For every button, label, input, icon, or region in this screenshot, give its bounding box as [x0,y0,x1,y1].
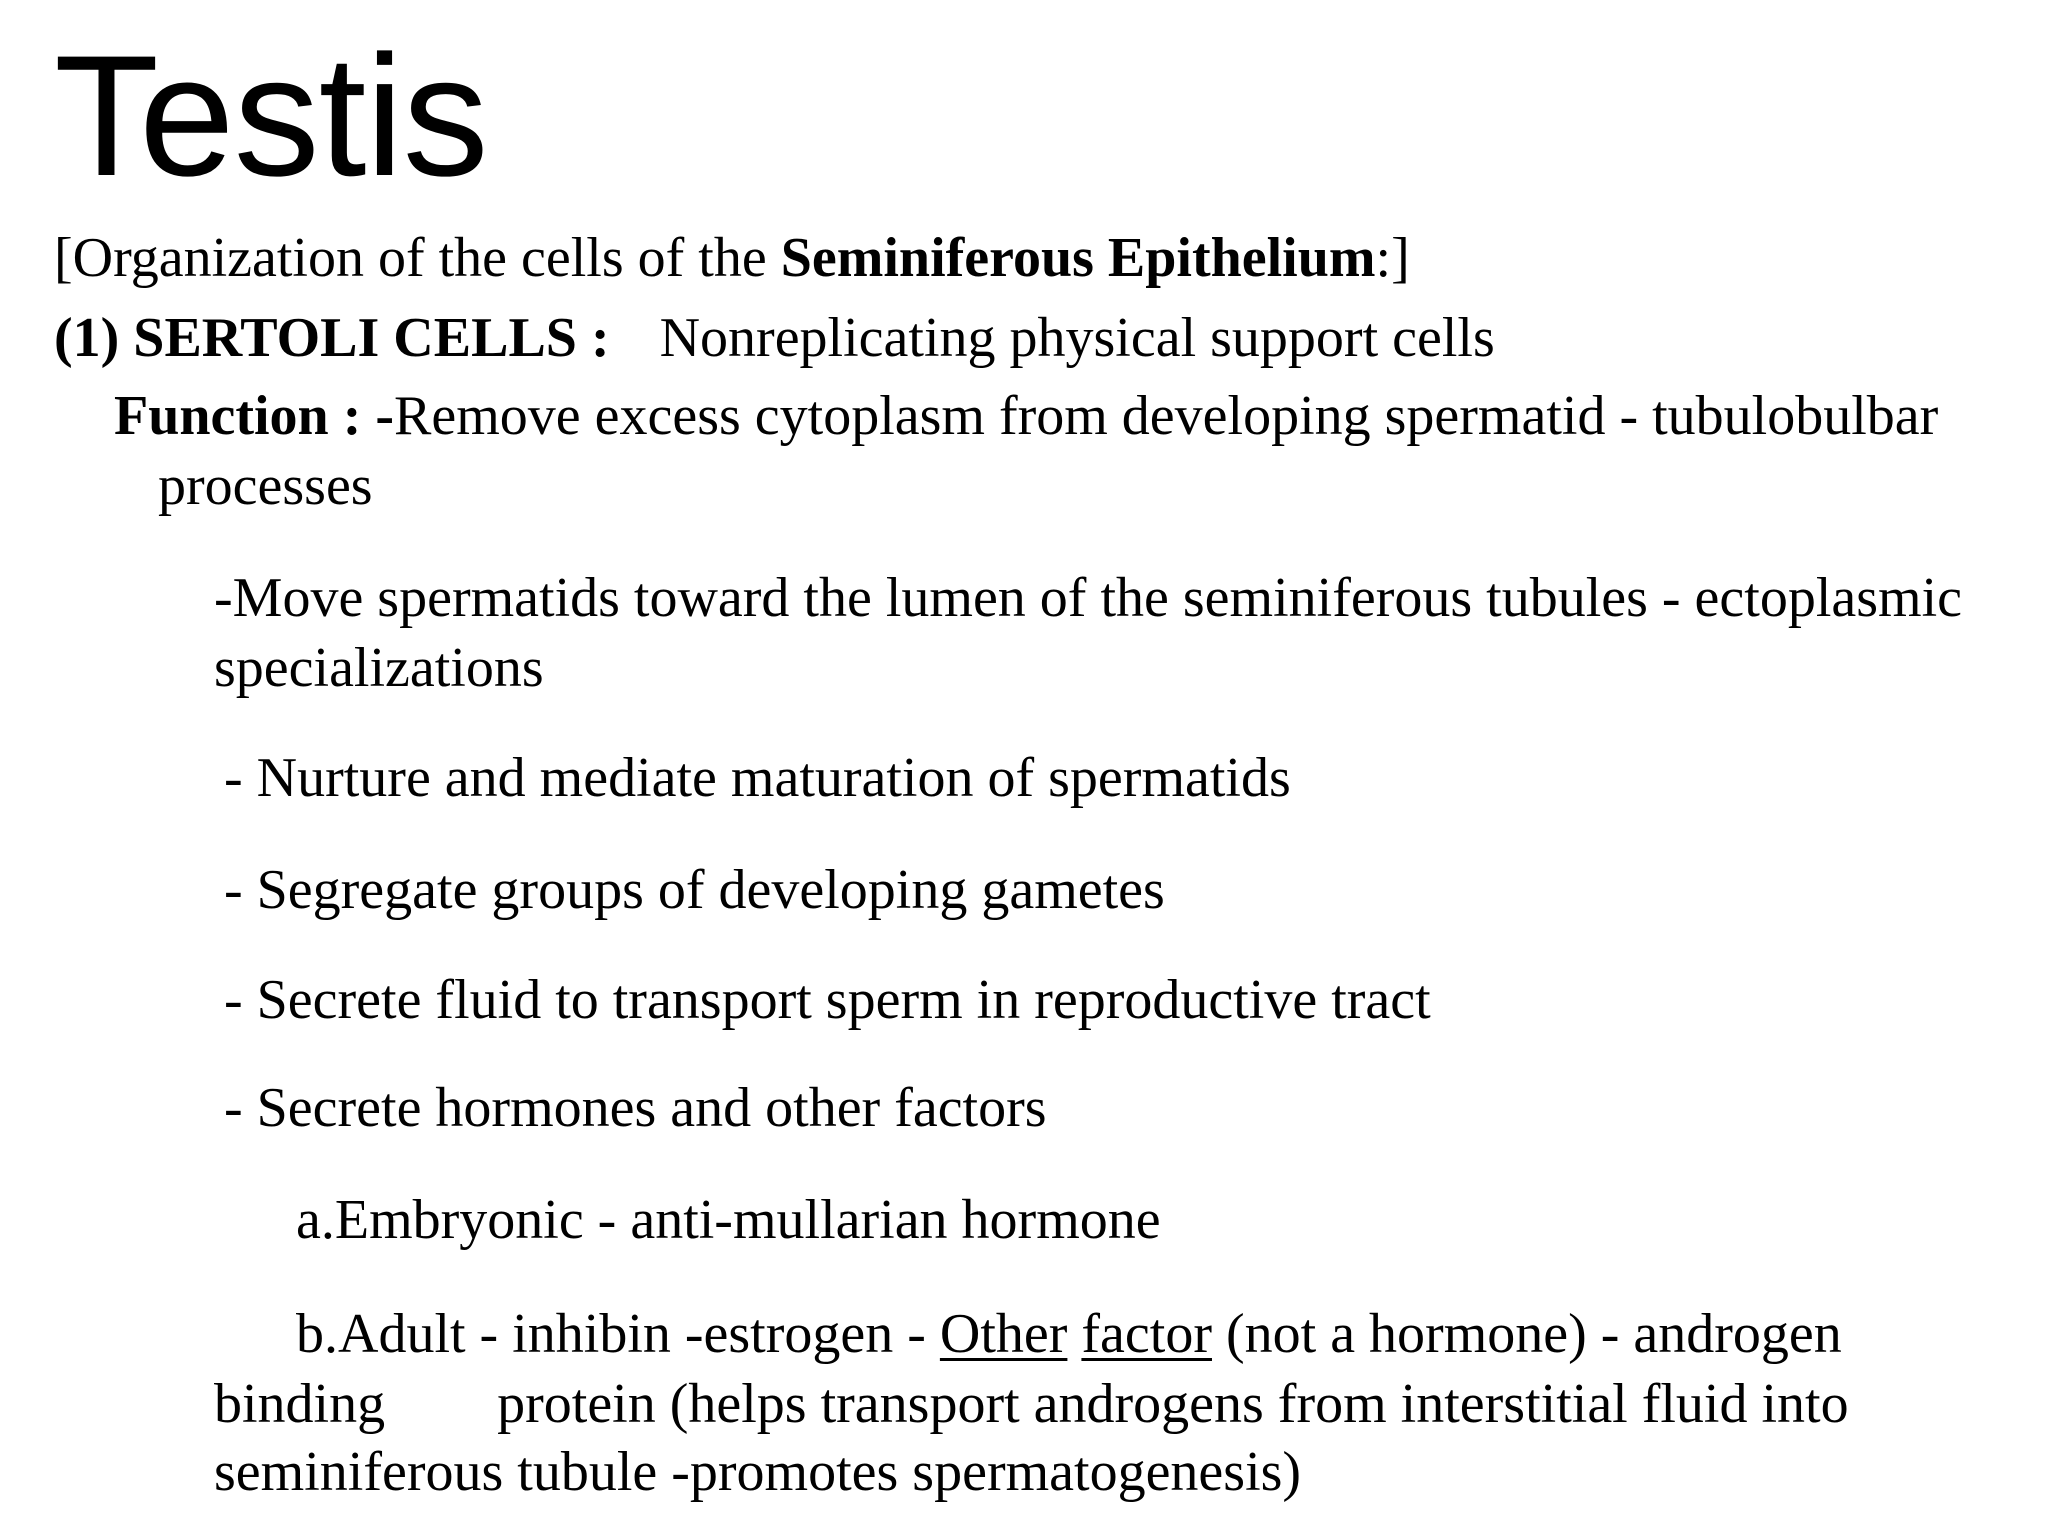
adult-line [296,1300,1842,1368]
adult-factor: factor [1081,1303,1212,1365]
adult-line-2: binding protein (helps transport androgens from interstitial fluid into [214,1373,1849,1435]
sertoli-description: Nonreplicating physical support cells [659,307,1495,369]
adult-rest: (not a hormone) - androgen [1211,1303,1842,1365]
adult-other: Other [939,1303,1068,1365]
function-line [114,382,1938,450]
list-item-secrete-fluid: - Secrete fluid to transport sperm in reproductive tract [224,969,1431,1031]
subtitle-close: :] [1375,227,1410,289]
function-label: Function : - [114,385,394,447]
function-continuation: processes [158,455,373,517]
subtitle-open: [Organization of the cells of the [54,227,781,289]
slide-title: Testis [54,20,488,212]
sertoli-label: (1) SERTOLI CELLS : [54,307,610,369]
list-item-move: -Move spermatids toward the lumen of the seminiferous tubules - ectoplasmic [214,567,1963,629]
adult-line-3: seminiferous tubule -promotes spermatogenesis) [214,1441,1302,1503]
list-item-secrete-hormones: - Secrete hormones and other factors [224,1077,1047,1139]
list-item-segregate: - Segregate groups of developing gametes [224,859,1165,921]
embryonic-line: a.Embryonic - anti-mullarian hormone [296,1189,1161,1251]
adult-prefix: b.Adult - inhibin -estrogen - [296,1303,940,1365]
sertoli-heading [54,304,1495,372]
subtitle [54,224,1410,292]
subtitle-bold: Seminiferous Epithelium [780,227,1376,289]
list-item-move-continuation: specializations [214,637,544,699]
list-item-nurture: - Nurture and mediate maturation of spermatids [224,747,1291,809]
function-text: Remove excess cytoplasm from developing spermatid - tubulobulbar [394,385,1939,447]
